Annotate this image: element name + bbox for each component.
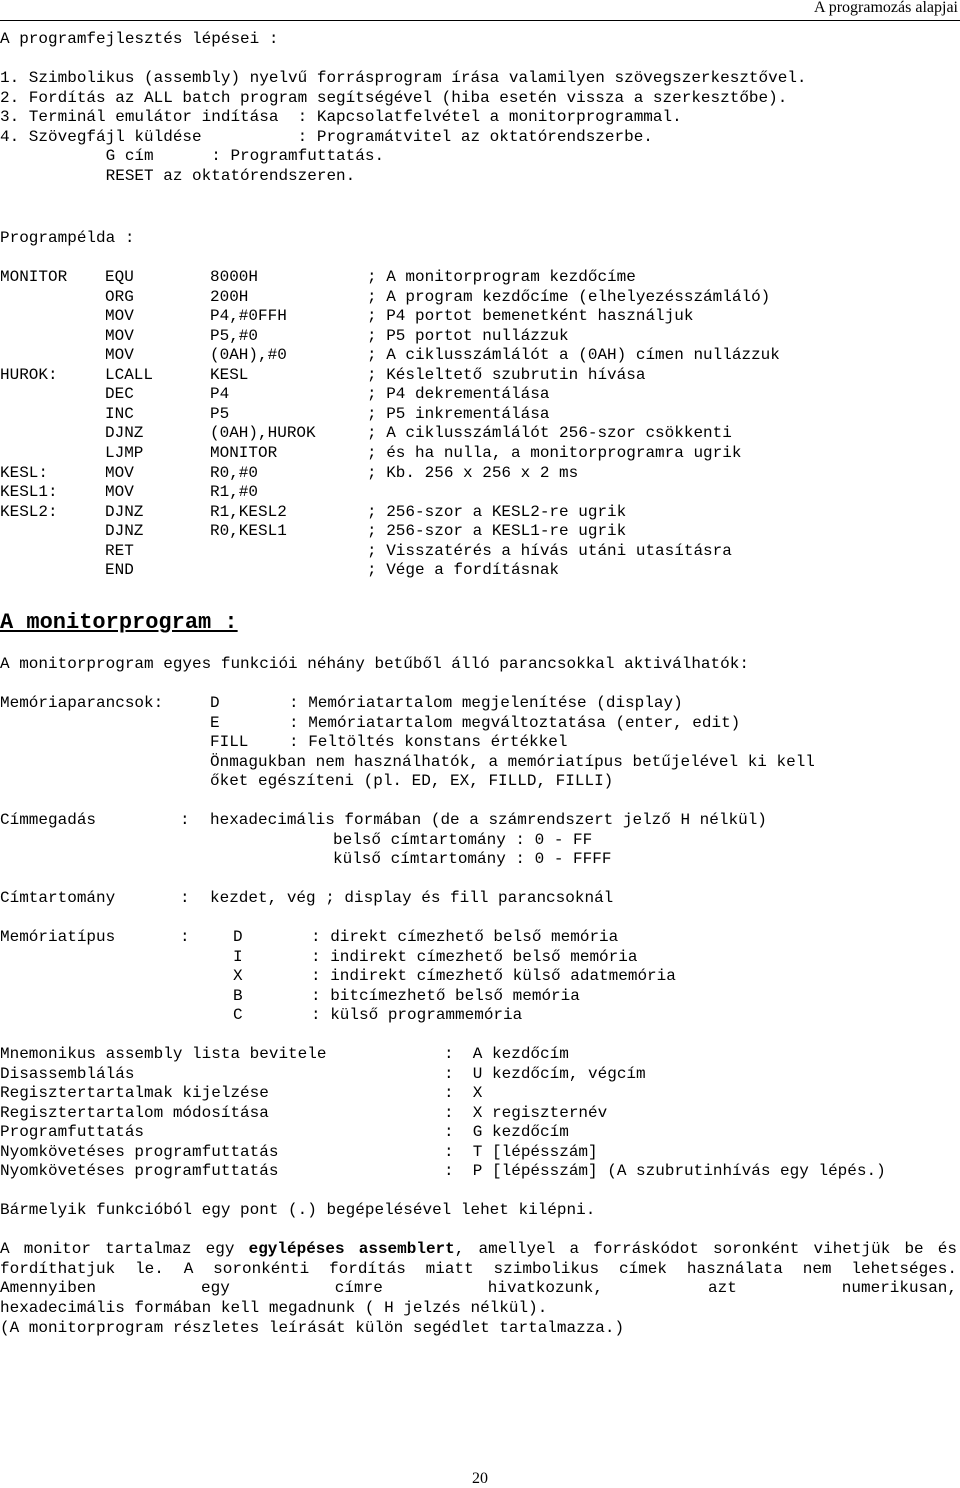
code-comment: ; Vége a fordításnak (367, 561, 560, 580)
code-op: LCALL (105, 365, 154, 384)
function-name: Disassemblálás (0, 1064, 135, 1083)
code-comment: ; Késleltető szubrutin hívása (367, 365, 646, 384)
code-comment: ; 256-szor a KESL2-re ugrik (367, 502, 627, 521)
code-label: MONITOR (0, 268, 68, 286)
code-op: DJNZ (105, 522, 144, 541)
code-arg: KESL (210, 365, 249, 384)
code-comment: ; Visszatérés a hívás utáni utasításra (367, 541, 732, 560)
code-op: MOV (105, 307, 134, 326)
function-name: Regisztertartalom módosítása (0, 1103, 269, 1122)
memtype-key: I (233, 947, 243, 966)
code-arg: (0AH),HUROK (210, 424, 316, 443)
function-name: Nyomkövetéses programfuttatás (0, 1162, 279, 1180)
code-label: HUROK: (0, 365, 58, 384)
intro-title: A programfejlesztés lépései : (0, 30, 279, 48)
memtype-desc: : indirekt címezhető belső memória (311, 947, 638, 966)
memory-command-desc: : Memóriatartalom megváltoztatása (enter, edit) (289, 713, 741, 732)
code-op: DEC (105, 385, 134, 404)
final-note: (A monitorprogram részletes leírását külön segédlet tartalmazza.) (0, 1319, 625, 1337)
code-arg: R0,#0 (210, 463, 259, 482)
code-arg: P5,#0 (210, 326, 259, 345)
code-op: END (105, 561, 134, 580)
header-rule (0, 20, 960, 21)
code-arg: P5 (210, 404, 230, 423)
memory-command-desc: : Feltöltés konstans értékkel (289, 733, 568, 751)
range-colon: : (180, 889, 190, 907)
memory-commands-note-2: őket egészíteni (pl. ED, EX, FILLD, FILLI) (210, 772, 614, 790)
code-label: KESL: (0, 463, 49, 482)
addressing-colon: : (180, 811, 190, 829)
memtype-key: C (233, 1006, 243, 1024)
function-command: : G kezdőcím (444, 1123, 569, 1141)
assembler-para-before: A monitor tartalmaz egy (0, 1240, 235, 1258)
code-op: MOV (105, 346, 134, 365)
code-op: MOV (105, 463, 134, 482)
memory-command-key: D (210, 694, 220, 712)
step-line: 4. Szövegfájl küldése : Programátvitel az oktatórendszerbe. (0, 127, 653, 146)
page-number: 20 (472, 1470, 488, 1487)
function-command: : A kezdőcím (444, 1045, 569, 1063)
addressing-external: külső címtartomány : 0 - FFFF (333, 850, 612, 868)
code-op: MOV (105, 326, 134, 345)
code-op: LJMP (105, 443, 144, 462)
addressing-text: hexadecimális formában (de a számrendszert jelző H nélkül) (210, 811, 767, 829)
memory-command-key: E (210, 713, 220, 732)
code-op: ORG (105, 287, 134, 306)
code-op: MOV (105, 483, 134, 502)
addressing-label: Címmegadás (0, 811, 97, 829)
addressing-internal: belső címtartomány : 0 - FF (333, 831, 593, 849)
exit-note: Bármelyik funkcióból egy pont (.) begépelésével lehet kilépni. (0, 1201, 596, 1219)
memtype-key: X (233, 967, 243, 985)
code-comment: ; A monitorprogram kezdőcíme (367, 268, 636, 286)
function-name: Mnemonikus assembly lista bevitele (0, 1045, 327, 1063)
code-op: INC (105, 404, 134, 423)
code-arg: 8000H (210, 268, 259, 286)
function-command: : X (444, 1084, 483, 1102)
code-comment: ; P4 portot bemenetként használjuk (367, 307, 694, 326)
code-comment: ; A ciklusszámlálót 256-szor csökkenti (367, 424, 732, 443)
code-comment: ; A program kezdőcíme (elhelyezésszámláló) (367, 287, 771, 306)
code-arg: R1,#0 (210, 483, 259, 502)
memory-commands-label: Memóriaparancsok: (0, 694, 164, 712)
function-name: Programfuttatás (0, 1123, 145, 1141)
function-command: : U kezdőcím, végcím (444, 1064, 646, 1083)
function-name: Regisztertartalmak kijelzése (0, 1084, 269, 1102)
memtype-desc: : indirekt címezhető külső adatmemória (311, 967, 676, 985)
code-arg: P4,#0FFH (210, 307, 287, 326)
code-arg: 200H (210, 287, 249, 306)
function-command: : T [lépésszám] (444, 1142, 598, 1161)
example-title: Programpélda : (0, 229, 135, 247)
function-command: : X regiszternév (444, 1103, 608, 1122)
memtypes-label: Memóriatípus (0, 928, 116, 946)
memtype-key: D (233, 928, 243, 946)
assembler-para-after: , amellyel a forráskódot soronként vihetjük be és fordíthatjuk le. A soronkénti fordítás miatt szimbolikus címek használata nem lehetséges. Amennyiben egy címre hivatkozunk, azt numerikusan, (0, 1240, 957, 1297)
code-op: DJNZ (105, 502, 144, 521)
step-line: 1. Szimbolikus (assembly) nyelvű forrásprogram írása valamilyen szövegszerkesztővel. (0, 69, 807, 87)
code-arg: R1,KESL2 (210, 502, 287, 521)
memory-command-desc: : Memóriatartalom megjelenítése (display) (289, 694, 683, 712)
code-op: EQU (105, 268, 134, 286)
code-op: DJNZ (105, 424, 144, 443)
function-name: Nyomkövetéses programfuttatás (0, 1142, 279, 1161)
monitor-intro: A monitorprogram egyes funkciói néhány betűből álló parancsokkal aktiválhatók: (0, 655, 749, 673)
memtypes-colon: : (180, 928, 190, 946)
range-text: kezdet, vég ; display és fill parancsoknál (210, 889, 614, 907)
running-header: A programozás alapjai (814, 0, 958, 16)
monitor-heading: A monitorprogram : (0, 610, 238, 635)
code-comment: ; P5 portot nullázzuk (367, 326, 569, 345)
code-arg: (0AH),#0 (210, 346, 287, 365)
assembler-para-bold: egylépéses assemblert (248, 1240, 455, 1258)
code-label: KESL2: (0, 502, 58, 521)
assembler-paragraph (0, 1240, 957, 1299)
code-arg: MONITOR (210, 443, 278, 462)
code-comment: ; Kb. 256 x 256 x 2 ms (367, 463, 579, 482)
memtype-desc: : direkt címezhető belső memória (311, 928, 619, 946)
code-comment: ; P4 dekrementálása (367, 385, 550, 404)
code-label: KESL1: (0, 483, 58, 502)
memtype-desc: : bitcímezhető belső memória (311, 986, 580, 1005)
memory-commands-note-1: Önmagukban nem használhatók, a memóriatípus betűjelével ki kell (210, 753, 815, 771)
step-line: 2. Fordítás az ALL batch program segítségével (hiba esetén vissza a szerkesztőbe). (0, 88, 788, 107)
assembler-para-last: hexadecimális formában kell megadnunk ( H jelzés nélkül). (0, 1299, 548, 1317)
code-op: RET (105, 541, 134, 560)
step-line: G cím : Programfuttatás. (0, 147, 385, 165)
step-line: 3. Terminál emulátor indítása : Kapcsolatfelvétel a monitorprogrammal. (0, 108, 682, 126)
code-comment: ; P5 inkrementálása (367, 404, 550, 423)
code-comment: ; 256-szor a KESL1-re ugrik (367, 522, 627, 541)
step-line: RESET az oktatórendszeren. (0, 166, 356, 185)
code-comment: ; A ciklusszámlálót a (0AH) címen nullázzuk (367, 346, 780, 365)
memtype-desc: : külső programmemória (311, 1006, 523, 1024)
code-comment: ; és ha nulla, a monitorprogramra ugrik (367, 443, 742, 462)
memory-command-key: FILL (210, 733, 249, 751)
range-label: Címtartomány (0, 889, 116, 907)
code-arg: P4 (210, 385, 230, 404)
memtype-key: B (233, 986, 243, 1005)
code-arg: R0,KESL1 (210, 522, 287, 541)
function-command: : P [lépésszám] (A szubrutinhívás egy lépés.) (444, 1162, 886, 1180)
